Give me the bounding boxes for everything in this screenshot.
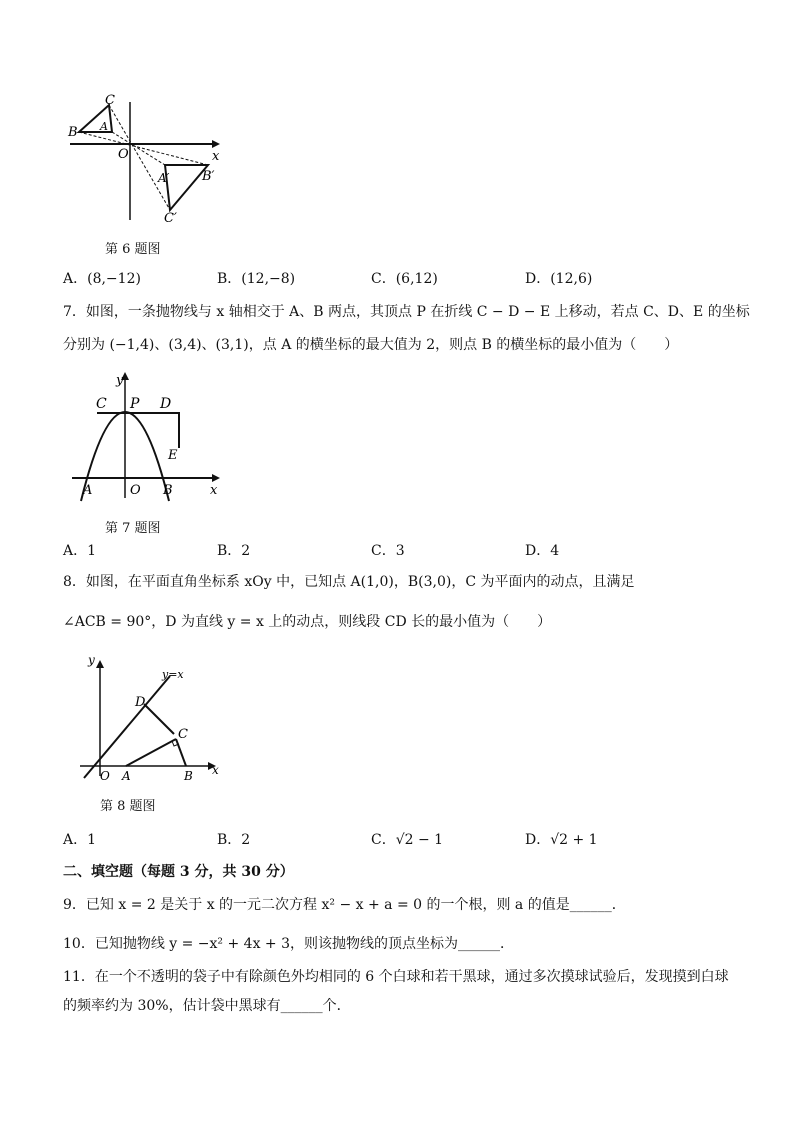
segment-dc <box>144 704 174 734</box>
label-c: C <box>96 396 107 412</box>
q8-option-d[interactable]: D．√2 + 1 <box>525 832 598 848</box>
q7-option-c[interactable]: C．3 <box>371 543 405 559</box>
segment-cb <box>176 739 186 766</box>
q11-text-line2: 的频率约为 30%，估计袋中黑球有______个． <box>63 998 351 1014</box>
label-a: A <box>122 769 131 783</box>
q6-option-d[interactable]: D．(12,6) <box>525 271 593 287</box>
label-a: A <box>83 483 93 498</box>
label-y: y <box>88 653 95 667</box>
q8-text-line1: 8．如图，在平面直角坐标系 xOy 中，已知点 A(1,0)，B(3,0)，C 为平面内的动点，且满足 <box>63 574 635 590</box>
q9-text: 9．已知 x = 2 是关于 x 的一元二次方程 x² − x + a = 0 的一个根，则 a 的值是______． <box>63 897 626 913</box>
q7-option-a[interactable]: A．1 <box>63 543 97 559</box>
label-x: x <box>212 149 220 164</box>
label-p: P <box>130 396 140 412</box>
label-x: x <box>212 763 219 777</box>
label-d: D <box>135 695 146 710</box>
label-bp: B′ <box>202 169 215 184</box>
label-e: E <box>168 448 178 463</box>
label-x: x <box>210 483 218 498</box>
label-c: C <box>105 93 115 108</box>
figure-7 <box>70 368 230 508</box>
segment-ac <box>126 739 176 766</box>
q8-option-c[interactable]: C．√2 − 1 <box>371 832 444 848</box>
section-heading: 二、填空题（每题 3 分，共 30 分） <box>63 864 294 880</box>
fig7-caption: 第 7 题图 <box>105 521 161 536</box>
q8-option-a[interactable]: A．1 <box>63 832 97 848</box>
q6-option-a[interactable]: A．(8,−12) <box>63 271 141 287</box>
figure-6 <box>62 92 232 227</box>
q6-option-c[interactable]: C．(6,12) <box>371 271 438 287</box>
line-y-equals-x <box>84 676 170 778</box>
label-a: A <box>100 120 108 133</box>
label-line: y=x <box>162 668 184 681</box>
q7-option-d[interactable]: D．4 <box>525 543 560 559</box>
q8-text-line2: ∠ACB = 90°，D 为直线 y = x 上的动点，则线段 CD 长的最小值为（ ） <box>63 614 552 630</box>
fig6-caption: 第 6 题图 <box>105 242 161 257</box>
q7-text-line1: 7．如图，一条抛物线与 x 轴相交于 A、B 两点，其顶点 P 在折线 C − D − E 上移动，若点 C、D、E 的坐标 <box>63 304 750 320</box>
q6-option-b[interactable]: B．(12,−8) <box>217 271 296 287</box>
label-b: B <box>68 125 78 140</box>
q11-text-line1: 11．在一个不透明的袋子中有除颜色外均相同的 6 个白球和若干黑球，通过多次摸球试验后，发现摸到白球 <box>63 969 729 985</box>
polyline-cde <box>97 413 179 448</box>
label-cp: C′ <box>164 211 177 226</box>
fig8-caption: 第 8 题图 <box>100 799 156 814</box>
q8-option-b[interactable]: B．2 <box>217 832 251 848</box>
label-o: O <box>130 483 141 498</box>
label-y: y <box>116 373 124 388</box>
label-ap: A′ <box>158 171 170 185</box>
q7-text-line2: 分别为 (−1,4)、(3,4)、(3,1)，点 A 的横坐标的最大值为 2，则点 B 的横坐标的最小值为（ ） <box>63 337 679 353</box>
label-b: B <box>163 483 173 498</box>
label-o: O <box>100 769 110 783</box>
label-b: B <box>184 769 193 783</box>
label-o: O <box>118 147 129 162</box>
label-c: C <box>178 727 188 742</box>
figure-8 <box>80 648 230 783</box>
q7-option-b[interactable]: B．2 <box>217 543 251 559</box>
q10-text: 10．已知抛物线 y = −x² + 4x + 3，则该抛物线的顶点坐标为______． <box>63 936 515 952</box>
label-d: D <box>160 396 172 412</box>
